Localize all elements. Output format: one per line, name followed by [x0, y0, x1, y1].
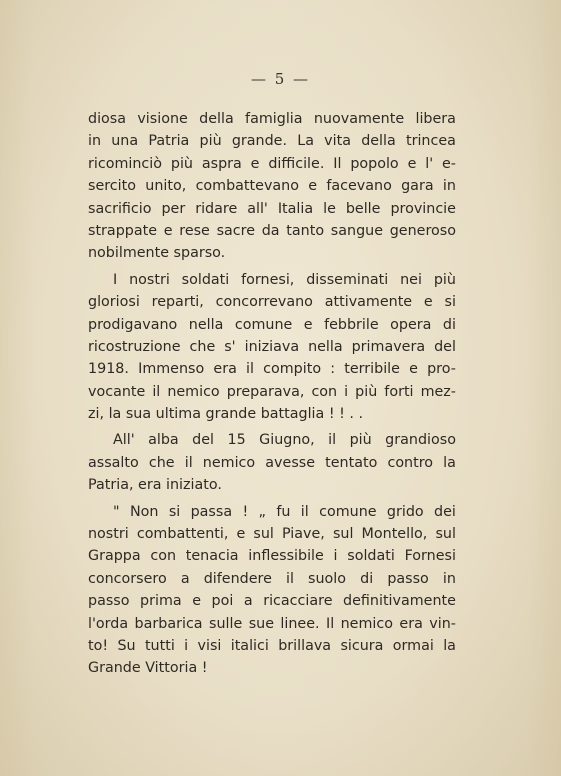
- text-line: zi, la sua ultima grande battaglia ! ! . .: [88, 406, 364, 423]
- paragraph: [88, 269, 456, 426]
- text-line: to! Su tutti i visi italici brillava sicura ormai la: [88, 637, 456, 654]
- text-line: Grappa con tenacia inflessibile i soldati Fornesi: [88, 548, 456, 565]
- text-line: 1918. Immenso era il compito : terribile e pro-: [88, 361, 456, 378]
- text-line: passo prima e poi a ricacciare definitivamente: [88, 593, 456, 610]
- text-line: nobilmente sparso.: [88, 245, 226, 262]
- text-line: concorsero a difendere il suolo di passo in: [88, 570, 456, 587]
- page-number: — 5 —: [250, 70, 311, 88]
- text-line: " Non si passa ! „ fu il comune grido dei: [113, 503, 456, 520]
- body-text: [88, 108, 456, 680]
- text-line: sacrificio per ridare all' Italia le belle provincie: [88, 200, 456, 217]
- text-line: strappate e rese sacre da tanto sangue generoso: [88, 222, 456, 239]
- text-line: l'orda barbarica sulle sue linee. Il nemico era vin-: [88, 615, 456, 632]
- text-line: Patria, era iniziato.: [88, 477, 222, 494]
- text-line: diosa visione della famiglia nuovamente libera: [88, 111, 456, 127]
- text-line: gloriosi reparti, concorrevano attivamente e si: [88, 294, 456, 311]
- text-line: prodigavano nella comune e febbrile opera di: [88, 316, 456, 333]
- text-line: ricominciò più aspra e difficile. Il popolo e l' e-: [88, 155, 456, 172]
- text-line: assalto che il nemico avesse tentato contro la: [88, 454, 456, 471]
- text-line: ricostruzione che s' iniziava nella primavera del: [88, 338, 456, 355]
- text-line: I nostri soldati fornesi, disseminati nei più: [113, 271, 456, 288]
- paragraph: [88, 108, 456, 265]
- text-line: vocante il nemico preparava, con i più forti mez-: [88, 383, 456, 400]
- text-line: sercito unito, combattevano e facevano gara in: [88, 178, 456, 195]
- text-line: nostri combattenti, e sul Piave, sul Montello, sul: [88, 526, 456, 543]
- text-line: in una Patria più grande. La vita della trincea: [88, 133, 456, 150]
- paragraph: [88, 429, 456, 496]
- paragraph: [88, 501, 456, 680]
- text-line: Grande Vittoria !: [88, 660, 208, 677]
- text-line: All' alba del 15 Giugno, il più grandioso: [113, 432, 456, 449]
